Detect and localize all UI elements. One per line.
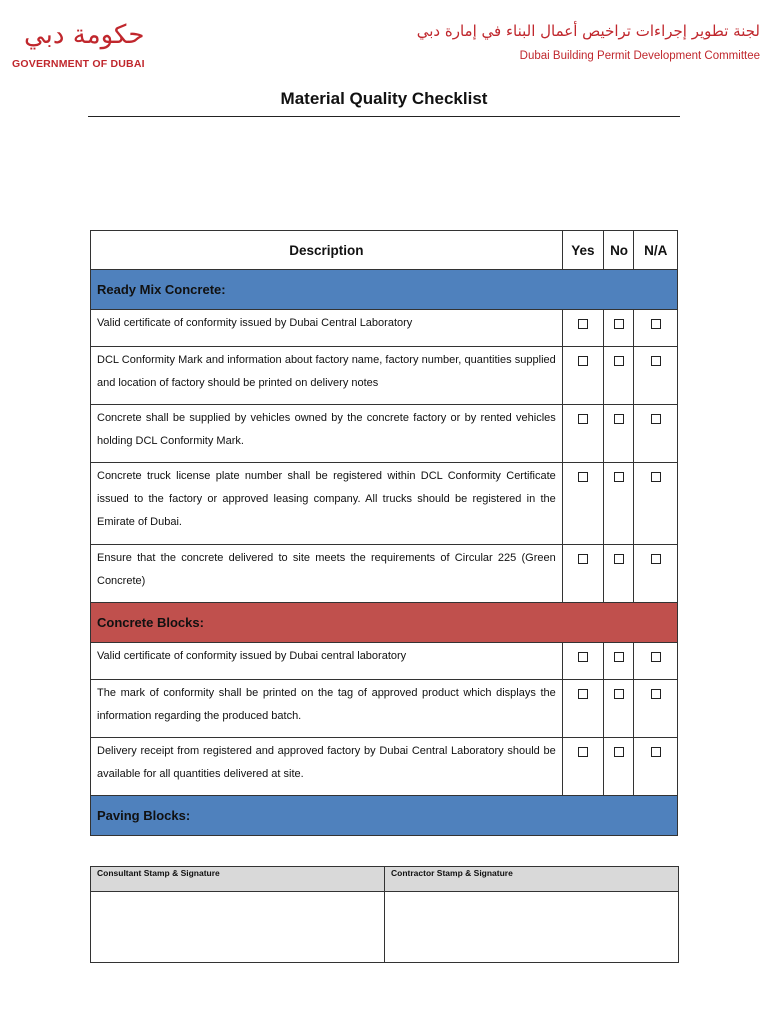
item-description: Valid certificate of conformity issued by Dubai Central Laboratory (91, 310, 563, 347)
committee-english: Dubai Building Permit Development Committee (519, 50, 760, 62)
table-row (91, 347, 678, 405)
checkbox-no[interactable] (614, 652, 624, 662)
table-row (91, 680, 678, 738)
consultant-signature-box[interactable] (91, 892, 385, 963)
checkbox-yes[interactable] (578, 554, 588, 564)
checkbox-no[interactable] (614, 554, 624, 564)
contractor-signature-label: Contractor Stamp & Signature (385, 867, 679, 892)
table-row (91, 738, 678, 796)
table-row (91, 310, 678, 347)
signature-header-row (91, 867, 679, 892)
checkbox-yes[interactable] (578, 652, 588, 662)
header-row (91, 231, 678, 270)
table-row (91, 545, 678, 603)
item-description: Concrete truck license plate number shall be registered within DCL Conformity Certificate issued to the factory or approved leasing company. All trucks should be registered in the Emirate of Dubai. (91, 463, 563, 545)
header-description: Description (91, 231, 563, 270)
checkbox-na[interactable] (651, 414, 661, 424)
section-ready-mix-concrete (91, 270, 678, 310)
header-no: No (604, 231, 634, 270)
section-concrete-blocks (91, 603, 678, 643)
header-yes: Yes (562, 231, 603, 270)
table-row (91, 643, 678, 680)
item-description: The mark of conformity shall be printed on the tag of approved product which displays the information regarding the produced batch. (91, 680, 563, 738)
checkbox-no[interactable] (614, 414, 624, 424)
checkbox-no[interactable] (614, 747, 624, 757)
checkbox-yes[interactable] (578, 356, 588, 366)
checkbox-na[interactable] (651, 652, 661, 662)
section-title: Concrete Blocks: (91, 603, 678, 643)
committee-logo (416, 20, 760, 70)
item-description: Valid certificate of conformity issued by Dubai central laboratory (91, 643, 563, 680)
checkbox-yes[interactable] (578, 472, 588, 482)
checkbox-yes[interactable] (578, 319, 588, 329)
checkbox-no[interactable] (614, 689, 624, 699)
checkbox-na[interactable] (651, 747, 661, 757)
table-row (91, 405, 678, 463)
section-title: Paving Blocks: (91, 796, 678, 836)
committee-arabic: لجنة تطوير إجراءات تراخيص أعمال البناء في إمارة دبي (416, 22, 760, 40)
checkbox-no[interactable] (614, 356, 624, 366)
item-description: Concrete shall be supplied by vehicles owned by the concrete factory or by rented vehicles holding DCL Conformity Mark. (91, 405, 563, 463)
checkbox-na[interactable] (651, 554, 661, 564)
checkbox-no[interactable] (614, 472, 624, 482)
gov-logo-english: GOVERNMENT OF DUBAI (12, 58, 145, 70)
header-na: N/A (634, 231, 678, 270)
page-title: Material Quality Checklist (280, 89, 488, 108)
title-divider (88, 116, 680, 117)
page-header (0, 0, 768, 80)
item-description: Delivery receipt from registered and approved factory by Dubai Central Laboratory should be available for all quantities delivered at site. (91, 738, 563, 796)
item-description: Ensure that the concrete delivered to site meets the requirements of Circular 225 (Green Concrete) (91, 545, 563, 603)
checklist-table (90, 230, 678, 836)
signature-body-row (91, 892, 679, 963)
checkbox-yes[interactable] (578, 414, 588, 424)
consultant-signature-label: Consultant Stamp & Signature (91, 867, 385, 892)
section-paving-blocks (91, 796, 678, 836)
checkbox-yes[interactable] (578, 689, 588, 699)
checkbox-na[interactable] (651, 689, 661, 699)
contractor-signature-box[interactable] (385, 892, 679, 963)
section-title: Ready Mix Concrete: (91, 270, 678, 310)
gov-logo-arabic: حكومة دبي (24, 20, 145, 50)
table-row (91, 463, 678, 545)
checkbox-na[interactable] (651, 472, 661, 482)
checkbox-yes[interactable] (578, 747, 588, 757)
checkbox-no[interactable] (614, 319, 624, 329)
signature-table (90, 866, 679, 963)
checkbox-na[interactable] (651, 319, 661, 329)
item-description: DCL Conformity Mark and information about factory name, factory number, quantities supplied and location of factory should be printed on delivery notes (91, 347, 563, 405)
checkbox-na[interactable] (651, 356, 661, 366)
government-of-dubai-logo (12, 20, 152, 72)
